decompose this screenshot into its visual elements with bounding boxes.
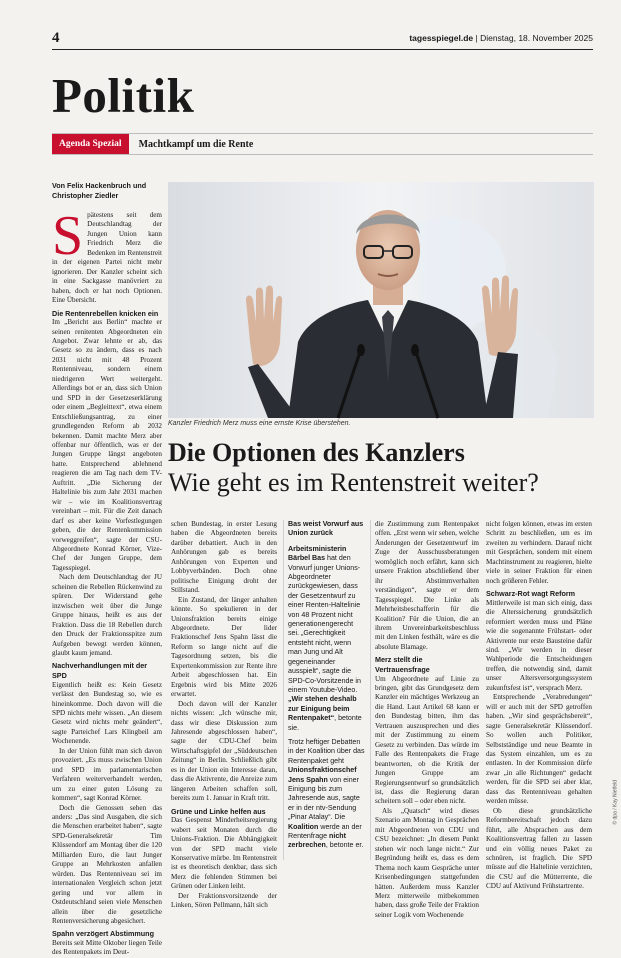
article-column-4 <box>375 520 479 919</box>
intro-paragraph <box>52 205 162 306</box>
info-box-heading: Bas weist Vorwurf aus Union zurück <box>288 520 364 538</box>
drop-cap: S <box>52 205 84 267</box>
info-box-name-spahn: Unionsfraktionschef Jens Spahn <box>288 766 357 784</box>
subhead-nachverhandlungen: Nachverhandlungen mit der SPD <box>52 661 148 681</box>
paragraph: Als „Quatsch“ wird dieses Szenario am Montag in Gesprächen mit Abgeordneten von CDU und CSU bezeichnet: „In diesem Punkt stehen wir noch lange nicht.“ Zur Begründung heißt es, dass es dem Thema noch kaum Gespräche unter Krisenbedingungen stattgefunden hätten. Außerdem muss Kanzler Merz mitterweile mitbekommen haben, dass große Teile der Fraktion seiner Logik vom Wochenende <box>375 806 479 919</box>
info-box-bold: nicht zerbrechen <box>288 832 346 850</box>
paragraph: Eigentlich heißt es: Kein Gesetz verlässt den Bundestag so, wie es hineinkomme. Doch davon will die SPD nichts mehr wissen. „An diesem Gesetz wird nichts mehr geändert“, sagte Parteichef Lars Klingbeil am Wochenende. <box>52 680 162 746</box>
paragraph: Entsprechende „Verabredungen“ will er auch mit der SPD getroffen haben. „Wir sind gesprächsbereit“, sagte Generalsekretär Klüssendorf. So wollen auch Politiker, Selbstständige und neue Beamte in das System einzahlen, um es zu entlasten. In der Kommission dürfe zwar „in alle Richtungen“ gedacht werden, für die SPD sei aber klar, dass das Rentenniveau gehalten werden müsse. <box>486 693 592 806</box>
headline-sub: Wie geht es im Rentenstreit weiter? <box>168 468 539 497</box>
paragraph: Mittlerweile ist man sich einig, dass die Alterssicherung grundsätzlich reformiert werden muss und Pläne wie die sogenannte Frühstart- oder Aktivrente nur erste Bausteine dafür sind. „Wir werden in dieser Wahlperiode die Entscheidungen treffen, die notwendig sind, damit unser Altersversorgungssystem zukunftsfest ist“, versprach Merz. <box>486 598 592 692</box>
column-divider <box>370 520 371 860</box>
subhead-reform: Schwarz-Rot wagt Reform <box>486 589 576 599</box>
info-box-text: werde an der Rentenfrage <box>288 822 362 840</box>
info-box-text: , betonte sie. <box>288 714 362 732</box>
masthead-site: tagesspiegel.de <box>409 33 474 43</box>
agenda-title: Machtkampf um die Rente <box>138 138 254 150</box>
photo-credit: © dpa / Kay Nietfeld <box>613 780 619 825</box>
info-box-text: von einer Einigung bis zum Jahresende aus, sagte er in der ntv-Sendung „Pinar Atalay“. Die <box>288 775 360 822</box>
subhead-spahn: Spahn verzögert Abstimmung <box>52 929 154 939</box>
info-box-name-bas: Arbeitsministerin Bärbel Bas <box>288 544 347 563</box>
paragraph: Doch die Genossen sehen das anders: „Das sind Ausgaben, die sich die Menschen erarbeitet haben“, sagte SPD-Generalsekretär Tim Klüssendorf am Montag über die 120 Milliarden Euro, die laut Junger Gruppe an Mehrkosten anfallen würden. Das Rentenniveau sei im internationalen Vergleich schon jetzt gering und vor allem in Ostdeutschland seien viele Menschen allein über die gesetzliche Rentenversicherung abgesichert. <box>52 803 162 925</box>
subhead-gruene-linke: Grüne und Linke helfen aus <box>171 806 266 816</box>
photo-caption: Kanzler Friedrich Merz muss eine ernste Krise überstehen. <box>168 420 351 427</box>
paragraph: In der Union fühlt man sich davon provoziert. „Es muss zwischen Union und SPD im parlamentarischen Verfahren weiterverhandelt werden, um zu einer guten Lösung zu kommen“, sagt Konrad Körner. <box>52 746 162 803</box>
headline-main: Die Optionen des Kanzlers <box>168 438 465 467</box>
headline <box>168 438 598 498</box>
article-column-2 <box>171 520 277 910</box>
byline <box>52 181 162 200</box>
byline-line2: Christopher Ziedler <box>52 190 119 200</box>
paragraph: Doch davon will der Kanzler nichts wissen: „Ich wünsche mir, dass wir diese Diskussion zum Jahresende abgeschlossen haben“, sagte der CDU-Chef beim Wirtschaftsgipfel der „Süddeutschen Zeitung“ in Berlin. Schließlich gibt es in der Union ein Interesse daran, dass die Aktivrente, die Anreize zum längeren Arbeiten schaffen soll, bereits zum 1. Januar in Kraft tritt. <box>171 699 277 803</box>
ressort-title: Politik <box>52 68 195 123</box>
agenda-bar <box>52 133 593 155</box>
lead-photo <box>168 182 594 418</box>
page-number: 4 <box>52 30 60 46</box>
info-box-paragraph-1 <box>288 545 366 733</box>
paragraph: Der Fraktionsvorsitzende der Linken, Sören Pellmann, hält sich <box>171 891 277 910</box>
info-box-text: hat den Vorwurf junger Unions-Abgeordneter zurückgewiesen, dass der Gesetzentwurf zu einer Renten-Haltelinie von 48 Prozent nicht generationengerecht sei. „Gerechtigkeit entsteht nicht, wenn man Jung und Alt gegeneinander ausspielt“, sagte die SPD-Co-Vorsitzende in einem Youtube-Video. <box>288 554 361 694</box>
info-box-paragraph-2 <box>288 738 366 851</box>
paragraph: Bereits seit Mitte Oktober liegen Teile des Rentenpakets im Deut- <box>52 939 162 957</box>
subhead-rentenrebellen: Die Rentenrebellen knicken ein <box>52 308 159 318</box>
paragraph: Ob diese grundsätzliche Reformbereitschaft jedoch dazu führt, alle Absprachen aus dem Koalitionsvertrag fallen zu lassen und ein völlig neues Paket zu schnüren, ist fraglich. Die SPD müsste auf die Haltelinie verzichten, die CSU auf die Mütterrente, die CDU auf Aktivund Frühstartrente. <box>486 806 592 891</box>
masthead-date: Dienstag, 18. November 2025 <box>480 33 593 43</box>
paragraph: Ein Zustand, der länger anhalten könnte. So spekulieren in der Unionsfraktion bereits einige Abgeordnete. Der lider Fraktionschef Jens Spahn lässt die Reform so lange nicht auf die Tagesordnung setzen, bis die Expertenkommission zur Rente ihre Arbeit abgeschlossen hat. Ein Ergebnis wird bis Mitte 2026 erwartet. <box>171 595 277 699</box>
paragraph: Nach dem Deutschlandtag der JU scheinen die Rebellen Rückenwind zu spüren. Der Widerstand gehe inzwischen weit über die Junge Gruppe hinaus, heißt es aus der Fraktion. Dass die 18 Rebellen durch den Druck der Fraktionsspitze zum Aufgeben bewegt werden können, glaubt kaum jemand. <box>52 573 162 657</box>
merz-photo-illustration <box>168 182 594 418</box>
article-column-1 <box>52 205 162 957</box>
intro-text: pätestens seit dem Deutschlandtag der Jungen Union kann Friedrich Merz die Bedenken im Rentenstreit in der eigenen Partei nicht mehr ignorieren. Der Kanzler scheint sich in eine Sackgasse manövriert zu haben, doch er hat noch Optionen. Eine Übersicht. <box>52 211 162 305</box>
article-column-5 <box>486 520 592 891</box>
info-box-quote: „Wir stehen deshalb zur Einigung beim Rentenpaket“ <box>288 695 357 723</box>
masthead: tagesspiegel.de | Dienstag, 18. November 2025 <box>409 33 593 43</box>
byline-line1: Von Felix Hackenbruch und <box>52 181 147 190</box>
column-divider <box>283 520 284 860</box>
agenda-badge: Agenda Spezial <box>52 134 129 154</box>
paragraph: Das Gespenst Minderheitsregierung wabert seit Monaten durch die Unions-Fraktion. Die Abhängigkeit von der SPD macht viele Konservative mürbe. Im Rentenstreit ist es theoretisch denkbar, dass sich Merz die fehlenden Stimmen bei Grünen oder Linken leiht. <box>171 816 277 891</box>
paragraph: Um Abgeordnete auf Linie zu bringen, gibt das Grundgesetz dem Kanzler ein mächtiges Werkzeug an die Hand. Laut Artikel 68 kann er den Bundestag bitten, ihm das Vertrauen auszusprechen und dies mit der Zustimmung zu einem Gesetz zu verbinden. Das würde im Falle des Rentenpakets die Frage beantworten, ob die Kritik der Jungen Gruppe am Regierungsentwurf so grundsätzlich ist, dass die Regierung daran scheitern soll – oder eben nicht. <box>375 674 479 806</box>
paragraph: Im „Bericht aus Berlin“ machte er seinen renitenten Abgeordneten ein Angebot. Zwar lehnte er ab, das Gesetz so zu ändern, dass es nach 2031 nicht mit 48 Prozent Rentenniveau, sondern einem niedrigeren Wert weitergeht. Allerdings bot er an, dass sich Union und SPD in der Gesetzeserklärung oder einem „Begleittext“, etwa einem Entschließungsantrag, zu einer grundlegenden Reform ab 2032 bekennen. Damit machte Merz aber offenbar nur öffentlich, was er der Jungen Gruppe längst angeboten hatte. Entsprechend ablehnend reagieren die am Tag nach dem TV-Auftritt. „Die Sicherung der Haltelinie bis zum Jahr 2031 machen wir – wie im Koalitionsvertrag vereinbart – mit. Für die Zeit danach darf es aber keine Vorfestlegungen geben, die der Rentenkommission vorweggreifen“, sagte der CSU-Abgeordnete Konrad Körner, Vize-Chef der Jungen Gruppe, dem Tagesspiegel. <box>52 318 162 572</box>
top-rule <box>52 49 593 50</box>
paragraph: nicht folgen können, etwas im ersten Schritt zu beschließen, um es im zweiten zu verhindern. Darauf nicht mit Gesprächen, sondern mit einem Machtinstrument zu reagieren, hielte viele in seiner Fraktion für einen noch größeren Fehler. <box>486 520 592 585</box>
info-box-bold: Koalition <box>288 822 319 831</box>
paragraph: die Zustimmung zum Rentenpaket offen. „Erst wenn wir sehen, welche Änderungen der Gesetzentwurf im Zuge der Ausschussberatungen womöglich noch erfährt, kann sich unsere Fraktion abschließend über ihr Abstimmverhalten verständigen“, sagte er dem Tagesspiegel. Die Linke als Mehrheitsbeschafferin für die Koalition? Für die Union, die an ihrem Unvereinbarkeitsbeschluss mit den Linken festhält, wäre es die absolute Blamage. <box>375 520 479 651</box>
paragraph: schen Bundestag, in erster Lesung haben die Abgeordneten bereits darüber debattiert. Auch in den Anhörungen gab es bereits Anhörungen von Experten und Lobbyverbänden. Doch ohne politische Einigung droht der Stillstand. <box>171 520 277 595</box>
info-box-text: Trotz heftiger Debatten in der Koalition über das Rentenpaket geht <box>288 737 365 765</box>
info-box-text: , betonte er. <box>325 841 364 850</box>
info-box <box>288 520 366 860</box>
subhead-vertrauensfrage: Merz stellt die Vertrauensfrage <box>375 655 430 674</box>
